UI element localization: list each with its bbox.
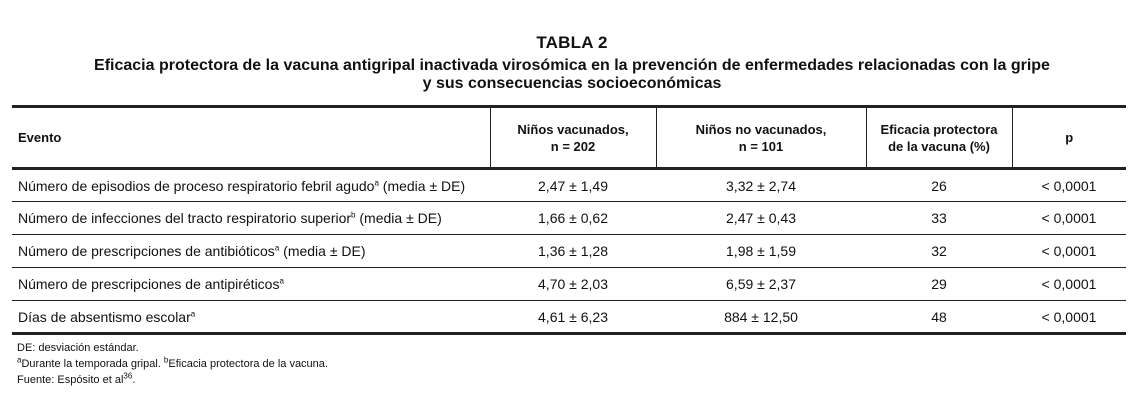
header-p: p [1065, 130, 1074, 145]
eficacia-cell: 26 [931, 177, 947, 194]
header-no-vacunados-line1: Niños no vacunados, [695, 121, 827, 137]
event-cell: Número de prescripciones de antibióticos$^a$ (media ± DE) [18, 243, 366, 259]
eficacia-cell: 48 [931, 308, 947, 325]
p-cell: < 0,0001 [1041, 308, 1097, 325]
footnote-a-b: $^a$Durante la temporada gripal. $^b$Eficacia protectora de la vacuna. [17, 355, 328, 370]
p-cell: < 0,0001 [1041, 276, 1097, 292]
header-vacunados-line1: Niños vacunados, [517, 121, 629, 137]
no-vacunados-cell: 2,47 ± 0,43 [726, 210, 796, 226]
vacunados-cell: 4,61 ± 6,23 [538, 308, 608, 325]
table-row [12, 235, 1126, 268]
p-cell: < 0,0001 [1041, 210, 1097, 226]
footnote-fuente: Fuente: Espósito et $al^{36}$. [17, 371, 136, 386]
table-header [12, 107, 1126, 169]
no-vacunados-cell: 6,59 ± 2,37 [726, 276, 796, 292]
table-row [12, 169, 1126, 202]
vacunados-cell: 4,70 ± 2,03 [538, 276, 608, 292]
event-cell: Número de infecciones del tracto respiratorio superior$^b$ (media ± DE) [18, 210, 442, 226]
header-eficacia-line1: Eficacia protectora [880, 121, 998, 137]
table-title-block [0, 33, 1144, 93]
eficacia-cell: 33 [931, 210, 947, 226]
p-cell: < 0,0001 [1041, 177, 1097, 194]
vacunados-cell: 1,66 ± 0,62 [538, 210, 608, 226]
table-number: TABLA 2 [536, 33, 608, 52]
header-vacunados-line2: n = 202 [550, 138, 596, 154]
header-no-vacunados [656, 107, 866, 169]
header-eficacia-line2: de la vacuna (%) [888, 138, 990, 154]
table-caption-line-2: y sus consecuencias socioeconómicas [422, 75, 722, 92]
event-cell: Número de episodios de proceso respiratorio febril agudo$^a$ (media ± DE) [18, 177, 466, 194]
table-row [12, 301, 1126, 334]
table-caption-line-1: Eficacia protectora de la vacuna antigripal inactivada virosómica en la prevención de enfermedades relacionadas con la gripe [94, 57, 1050, 74]
table-body [12, 169, 1126, 334]
event-cell: Días de absentismo escolar$^a$ [18, 308, 196, 325]
vacunados-cell: 2,47 ± 1,49 [538, 177, 608, 194]
header-eficacia [866, 107, 1012, 169]
no-vacunados-cell: 884 ± 12,50 [724, 308, 798, 325]
header-evento: Evento [12, 107, 490, 169]
table-footnotes [17, 340, 328, 388]
header-vacunados [490, 107, 656, 169]
footnote-de: DE: desviación estándar. [17, 342, 139, 354]
p-cell: < 0,0001 [1041, 243, 1097, 259]
eficacia-cell: 32 [931, 243, 947, 259]
header-no-vacunados-line2: n = 101 [738, 138, 784, 154]
no-vacunados-cell: 3,32 ± 2,74 [726, 177, 796, 194]
no-vacunados-cell: 1,98 ± 1,59 [726, 243, 796, 259]
header-row [12, 107, 1126, 169]
vacunados-cell: 1,36 ± 1,28 [538, 243, 608, 259]
eficacia-cell: 29 [931, 276, 947, 292]
table-row [12, 268, 1126, 301]
table-row [12, 202, 1126, 235]
efficacy-table [12, 105, 1126, 335]
event-cell: Número de prescripciones de antipiréticos$^a$ [18, 276, 284, 292]
